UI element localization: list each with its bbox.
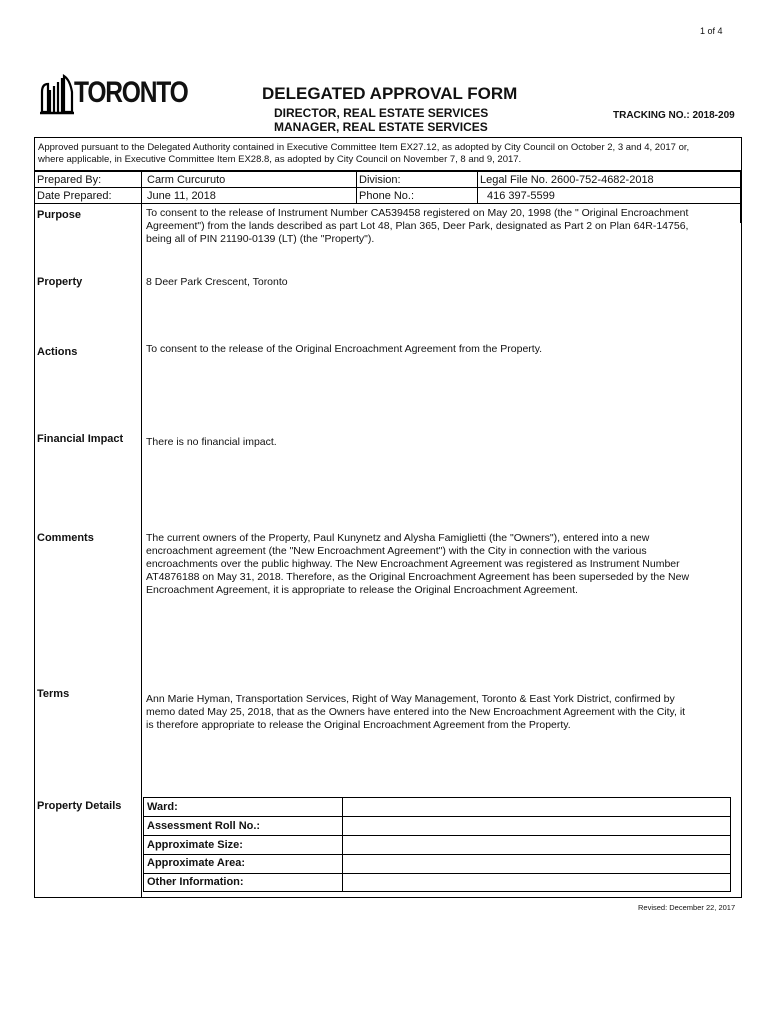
divider — [143, 891, 731, 892]
page-number: 1 of 4 — [700, 26, 723, 36]
toronto-logo — [40, 72, 188, 116]
actions-text: To consent to the release of the Original Encroachment Agreement from the Property. — [146, 343, 543, 355]
approximate-area-label: Approximate Area: — [147, 857, 246, 869]
terms-line: Ann Marie Hyman, Transportation Services, Right of Way Management, Toronto & East York District, confirmed by — [146, 693, 675, 705]
logo-wordmark: TORONTO — [74, 76, 188, 109]
divider — [143, 797, 144, 892]
divider — [143, 835, 731, 836]
divider — [143, 797, 731, 798]
divider — [143, 854, 731, 855]
date-prepared-label: Date Prepared: — [37, 190, 112, 202]
comments-label: Comments — [37, 532, 94, 544]
approximate-size-label: Approximate Size: — [147, 839, 243, 851]
purpose-label: Purpose — [37, 209, 82, 221]
terms-label: Terms — [37, 688, 70, 700]
prepared-by-value: Carm Curcuruto — [147, 174, 226, 186]
city-hall-icon — [40, 72, 74, 116]
financial-impact-label: Financial Impact — [37, 433, 124, 445]
approval-authority — [38, 142, 738, 166]
comments-line: encroachment agreement (the "New Encroachment Agreement") with the City in connection with the various — [146, 545, 647, 557]
ward-label: Ward: — [147, 801, 178, 813]
property-details-label: Property Details — [37, 800, 122, 812]
property-label: Property — [37, 276, 83, 288]
date-prepared-value: June 11, 2018 — [147, 190, 216, 202]
terms-text — [146, 693, 685, 732]
comments-text — [146, 532, 689, 597]
purpose-line: being all of PIN 21190-0139 (LT) (the "Property"). — [146, 233, 375, 245]
assessment-roll-label: Assessment Roll No.: — [147, 820, 261, 832]
divider — [477, 171, 478, 203]
subtitle-director: DIRECTOR, REAL ESTATE SERVICES — [274, 106, 489, 120]
prepared-by-label: Prepared By: — [37, 174, 102, 186]
subtitle-manager: MANAGER, REAL ESTATE SERVICES — [274, 120, 488, 134]
purpose-text — [146, 207, 688, 246]
division-label: Division: — [359, 174, 401, 186]
divider — [730, 797, 731, 892]
revised-date: Revised: December 22, 2017 — [638, 903, 736, 912]
tracking-number: TRACKING NO.: 2018-209 — [613, 110, 735, 121]
divider — [143, 816, 731, 817]
divider — [141, 171, 142, 898]
divider — [143, 873, 731, 874]
purpose-line: To consent to the release of Instrument Number CA539458 registered on May 20, 1998 (the " Original Encroachment — [146, 207, 689, 219]
comments-line: AT4876188 on May 31, 2018. Therefore, as the Original Encroachment Agreement has been superseded by the New — [146, 571, 690, 583]
approval-line-1: Approved pursuant to the Delegated Authority contained in Executive Committee Item EX27.12, as adopted by City Council on October 2, 3 and 4, 2017 or, — [38, 142, 690, 153]
actions-label: Actions — [37, 346, 78, 358]
other-information-label: Other Information: — [147, 876, 244, 888]
division-value: Legal File No. 2600-752-4682-2018 — [480, 174, 654, 186]
phone-label: Phone No.: — [359, 190, 415, 202]
phone-value: 416 397-5599 — [487, 190, 555, 202]
divider — [740, 171, 741, 223]
divider — [356, 171, 357, 203]
divider — [342, 797, 343, 892]
comments-line: encroachments over the public highway. The New Encroachment Agreement was registered as Instrument Number — [146, 558, 680, 570]
purpose-line: Agreement") from the lands described as part Lot 48, Plan 365, Deer Park, designated as Part 2 on Plan 64R-14756, — [146, 220, 689, 232]
comments-line: Encroachment Agreement, it is appropriate to release the Original Encroachment Agreement. — [146, 584, 578, 596]
form-title: DELEGATED APPROVAL FORM — [262, 84, 518, 103]
financial-impact-text: There is no financial impact. — [146, 436, 277, 448]
terms-line: memo dated May 25, 2018, that as the Owners have entered into the New Encroachment Agreement with the City, it — [146, 706, 686, 718]
comments-line: The current owners of the Property, Paul Kunynetz and Alysha Famiglietti (the "Owners"), entered into a new — [146, 532, 650, 544]
approval-line-2: where applicable, in Executive Committee Item EX28.8, as adopted by City Council on November 7, 8 and 9, 2017. — [38, 154, 522, 165]
property-text: 8 Deer Park Crescent, Toronto — [146, 276, 288, 288]
terms-line: is therefore appropriate to release the Original Encroachment Agreement from the Property. — [146, 719, 571, 731]
